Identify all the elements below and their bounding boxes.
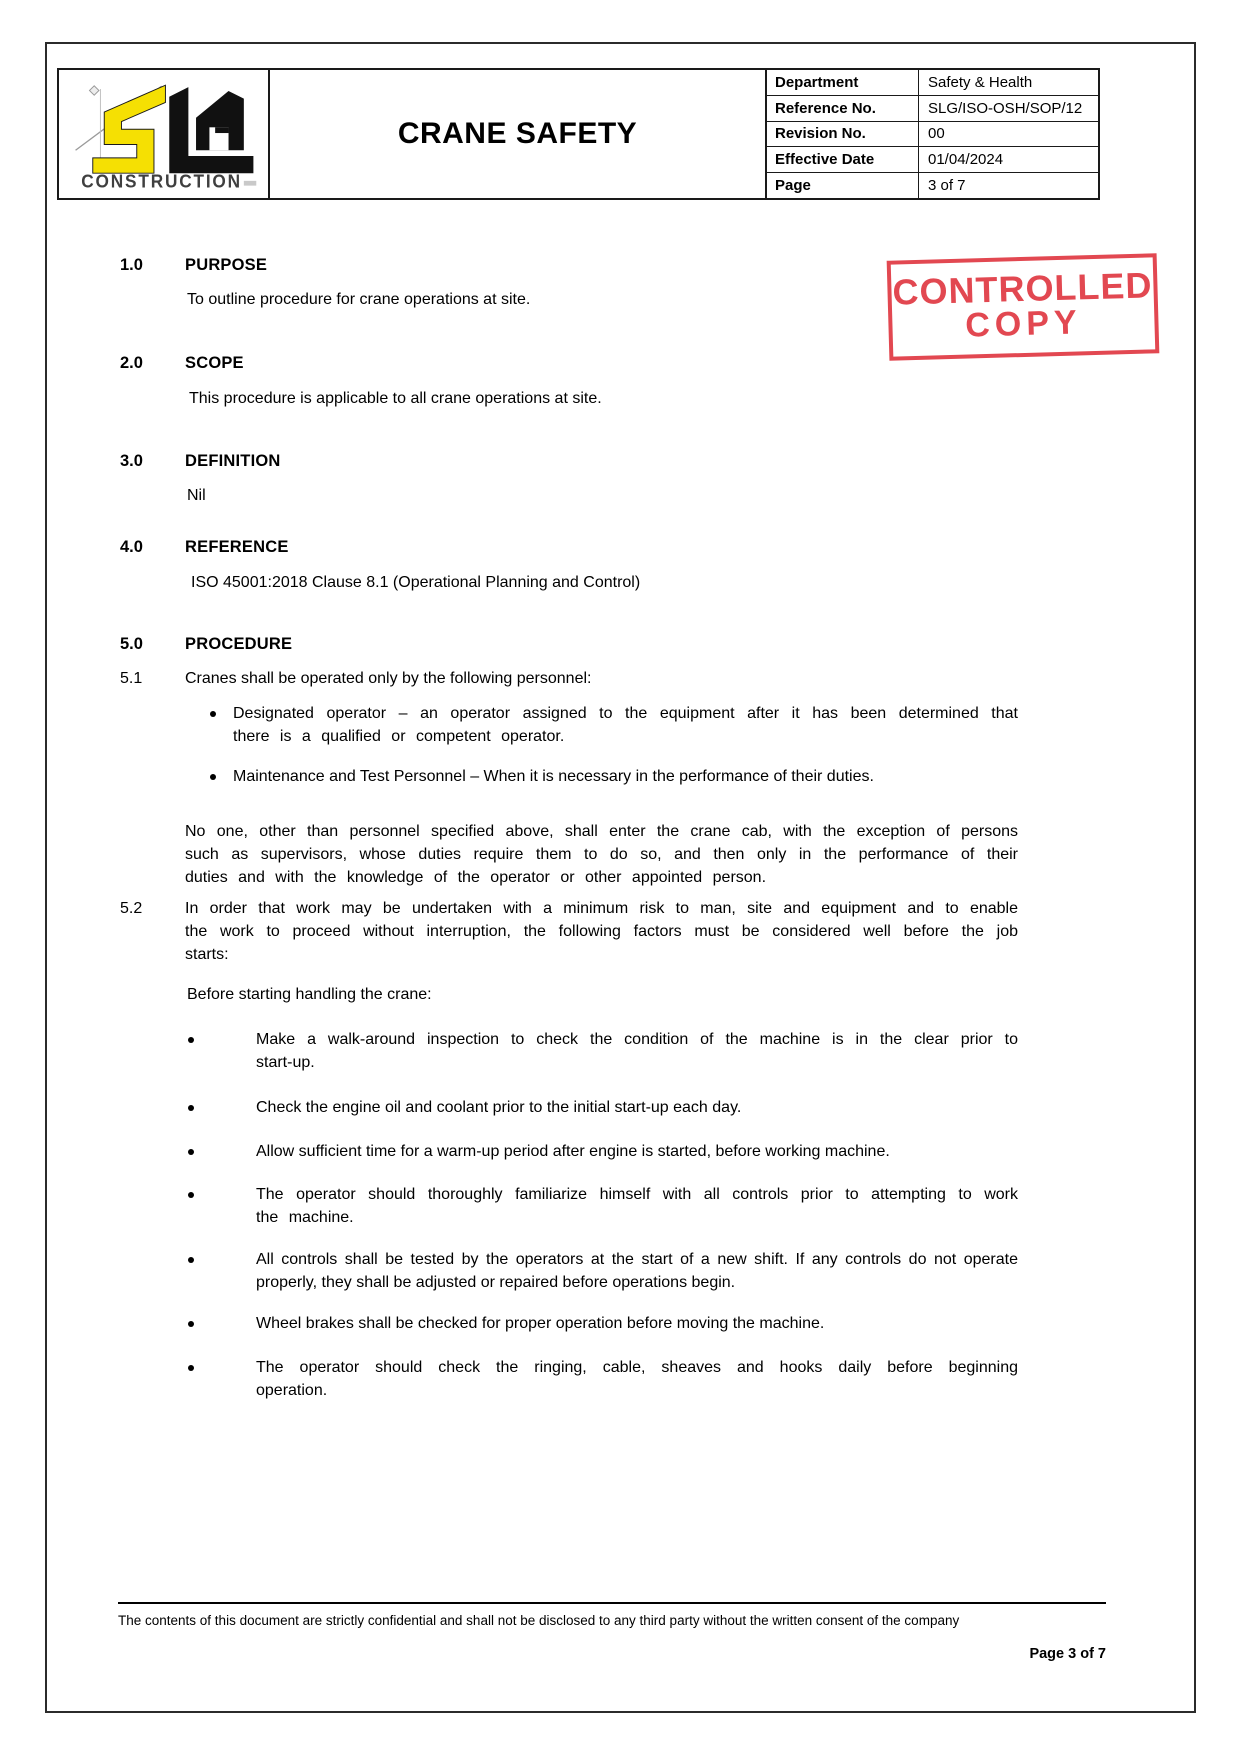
section-heading: PURPOSE (185, 256, 268, 274)
bullet-item (188, 1140, 1018, 1163)
section-number: 2.0 (120, 354, 143, 372)
info-row-revision (767, 122, 1098, 148)
bullet-icon (188, 1321, 194, 1327)
confidentiality-note: The contents of this document are strictly confidential and shall not be disclosed to any third party without the written consent of the company (118, 1613, 960, 1628)
bullet-icon (188, 1149, 194, 1155)
info-value: 01/04/2024 (928, 151, 1004, 169)
section-4-body: ISO 45001:2018 Clause 8.1 (Operational Planning and Control) (191, 574, 641, 591)
section-3-body: Nil (187, 487, 206, 504)
document-info-table (767, 70, 1098, 198)
bullet-item (210, 765, 1018, 788)
info-label: Reference No. (767, 96, 919, 121)
info-label: Revision No. (767, 122, 919, 147)
document-title: CRANE SAFETY (397, 117, 638, 150)
info-label: Department (767, 70, 919, 95)
bullet-icon (188, 1105, 194, 1111)
bullet-icon (188, 1192, 194, 1198)
info-label: Effective Date (767, 147, 919, 172)
section-heading: SCOPE (185, 354, 244, 372)
logo-word: CONSTRUCTION (80, 171, 242, 192)
bullet-icon (188, 1257, 194, 1263)
bullet-text: Maintenance and Test Personnel – When it is necessary in the performance of their duties. (233, 768, 874, 785)
section-4-heading-row (120, 538, 1018, 557)
section-number: 3.0 (120, 452, 143, 470)
bullet-text: Check the engine oil and coolant prior to the initial start-up each day. (256, 1099, 742, 1116)
info-value: SLG/ISO-OSH/SOP/12 (928, 99, 1083, 117)
bullet-text: Allow sufficient time for a warm-up period after engine is started, before working machine. (256, 1143, 890, 1160)
bullet-text: Make a walk-around inspection to check the condition of the machine is in the clear prior to start-up. (256, 1031, 1018, 1071)
clause-text: Cranes shall be operated only by the following personnel: (185, 670, 592, 687)
bullet-icon (188, 1037, 194, 1043)
clause-5-2-row (120, 897, 1018, 966)
clause-number: 5.2 (120, 900, 143, 917)
stamp-line-2: COPY (964, 303, 1083, 345)
section-heading: DEFINITION (185, 452, 281, 470)
header-table (57, 68, 1100, 200)
clause-5-1-note: No one, other than personnel specified above, shall enter the crane cab, with the exception of persons such as supervisors, whose duties require them to do so, and then only in the performance of their duties and with the knowledge of the operator or other appointed person. (185, 823, 1018, 886)
bullet-item (188, 1356, 1018, 1402)
section-number: 4.0 (120, 538, 143, 556)
bullet-text: The operator should thoroughly familiarize himself with all controls prior to attempting to work the machine. (256, 1186, 1018, 1226)
info-row-reference (767, 96, 1098, 122)
bullet-item (188, 1248, 1018, 1294)
company-logo (59, 70, 270, 198)
title-cell (270, 70, 767, 198)
bullet-text: All controls shall be tested by the operators at the start of a new shift. If any controls do not operate properly, they shall be adjusted or repaired before operations begin. (256, 1251, 1018, 1291)
bullet-icon (188, 1365, 194, 1371)
section-5-heading-row (120, 635, 1018, 654)
footer-page-number: Page 3 of 7 (1029, 1646, 1106, 1662)
bullet-text: Wheel brakes shall be checked for proper operation before moving the machine. (256, 1315, 825, 1332)
bullet-icon (210, 774, 216, 780)
section-2-heading-row (120, 354, 1018, 373)
section-heading: REFERENCE (185, 538, 289, 556)
clause-5-2-subheading: Before starting handling the crane: (187, 986, 432, 1003)
clause-number: 5.1 (120, 670, 143, 687)
clause-text: In order that work may be undertaken with a minimum risk to man, site and equipment and to enable the work to proceed without interruption, the following factors must be considered well before the job starts: (185, 900, 1018, 963)
bullet-item (188, 1312, 1018, 1335)
section-2-body: This procedure is applicable to all crane operations at site. (189, 390, 602, 407)
bullet-item (188, 1096, 1018, 1119)
section-3-heading-row (120, 452, 1018, 471)
info-label: Page (767, 173, 919, 198)
stamp-line-1: CONTROLLED (891, 264, 1153, 313)
section-heading: PROCEDURE (185, 635, 293, 653)
section-1-body: To outline procedure for crane operations at site. (187, 291, 531, 308)
info-value: 3 of 7 (928, 177, 966, 195)
footer-divider (118, 1602, 1106, 1604)
clause-5-1-row (120, 667, 1018, 690)
bullet-item (210, 702, 1018, 748)
section-number: 5.0 (120, 635, 143, 653)
info-value: Safety & Health (928, 73, 1033, 91)
info-row-department (767, 70, 1098, 96)
bullet-icon (210, 711, 216, 717)
section-number: 1.0 (120, 256, 143, 274)
info-row-page (767, 173, 1098, 198)
bullet-item (188, 1028, 1018, 1074)
bullet-item (188, 1183, 1018, 1229)
bullet-text: Designated operator – an operator assigned to the equipment after it has been determined that there is a qualified or competent operator. (233, 705, 1018, 745)
section-1-heading-row (120, 256, 1018, 275)
slg-logo-icon (66, 71, 262, 197)
bullet-text: The operator should check the ringing, cable, sheaves and hooks daily before beginning operation. (256, 1359, 1018, 1399)
info-value: 00 (928, 125, 945, 143)
info-row-effective-date (767, 147, 1098, 173)
